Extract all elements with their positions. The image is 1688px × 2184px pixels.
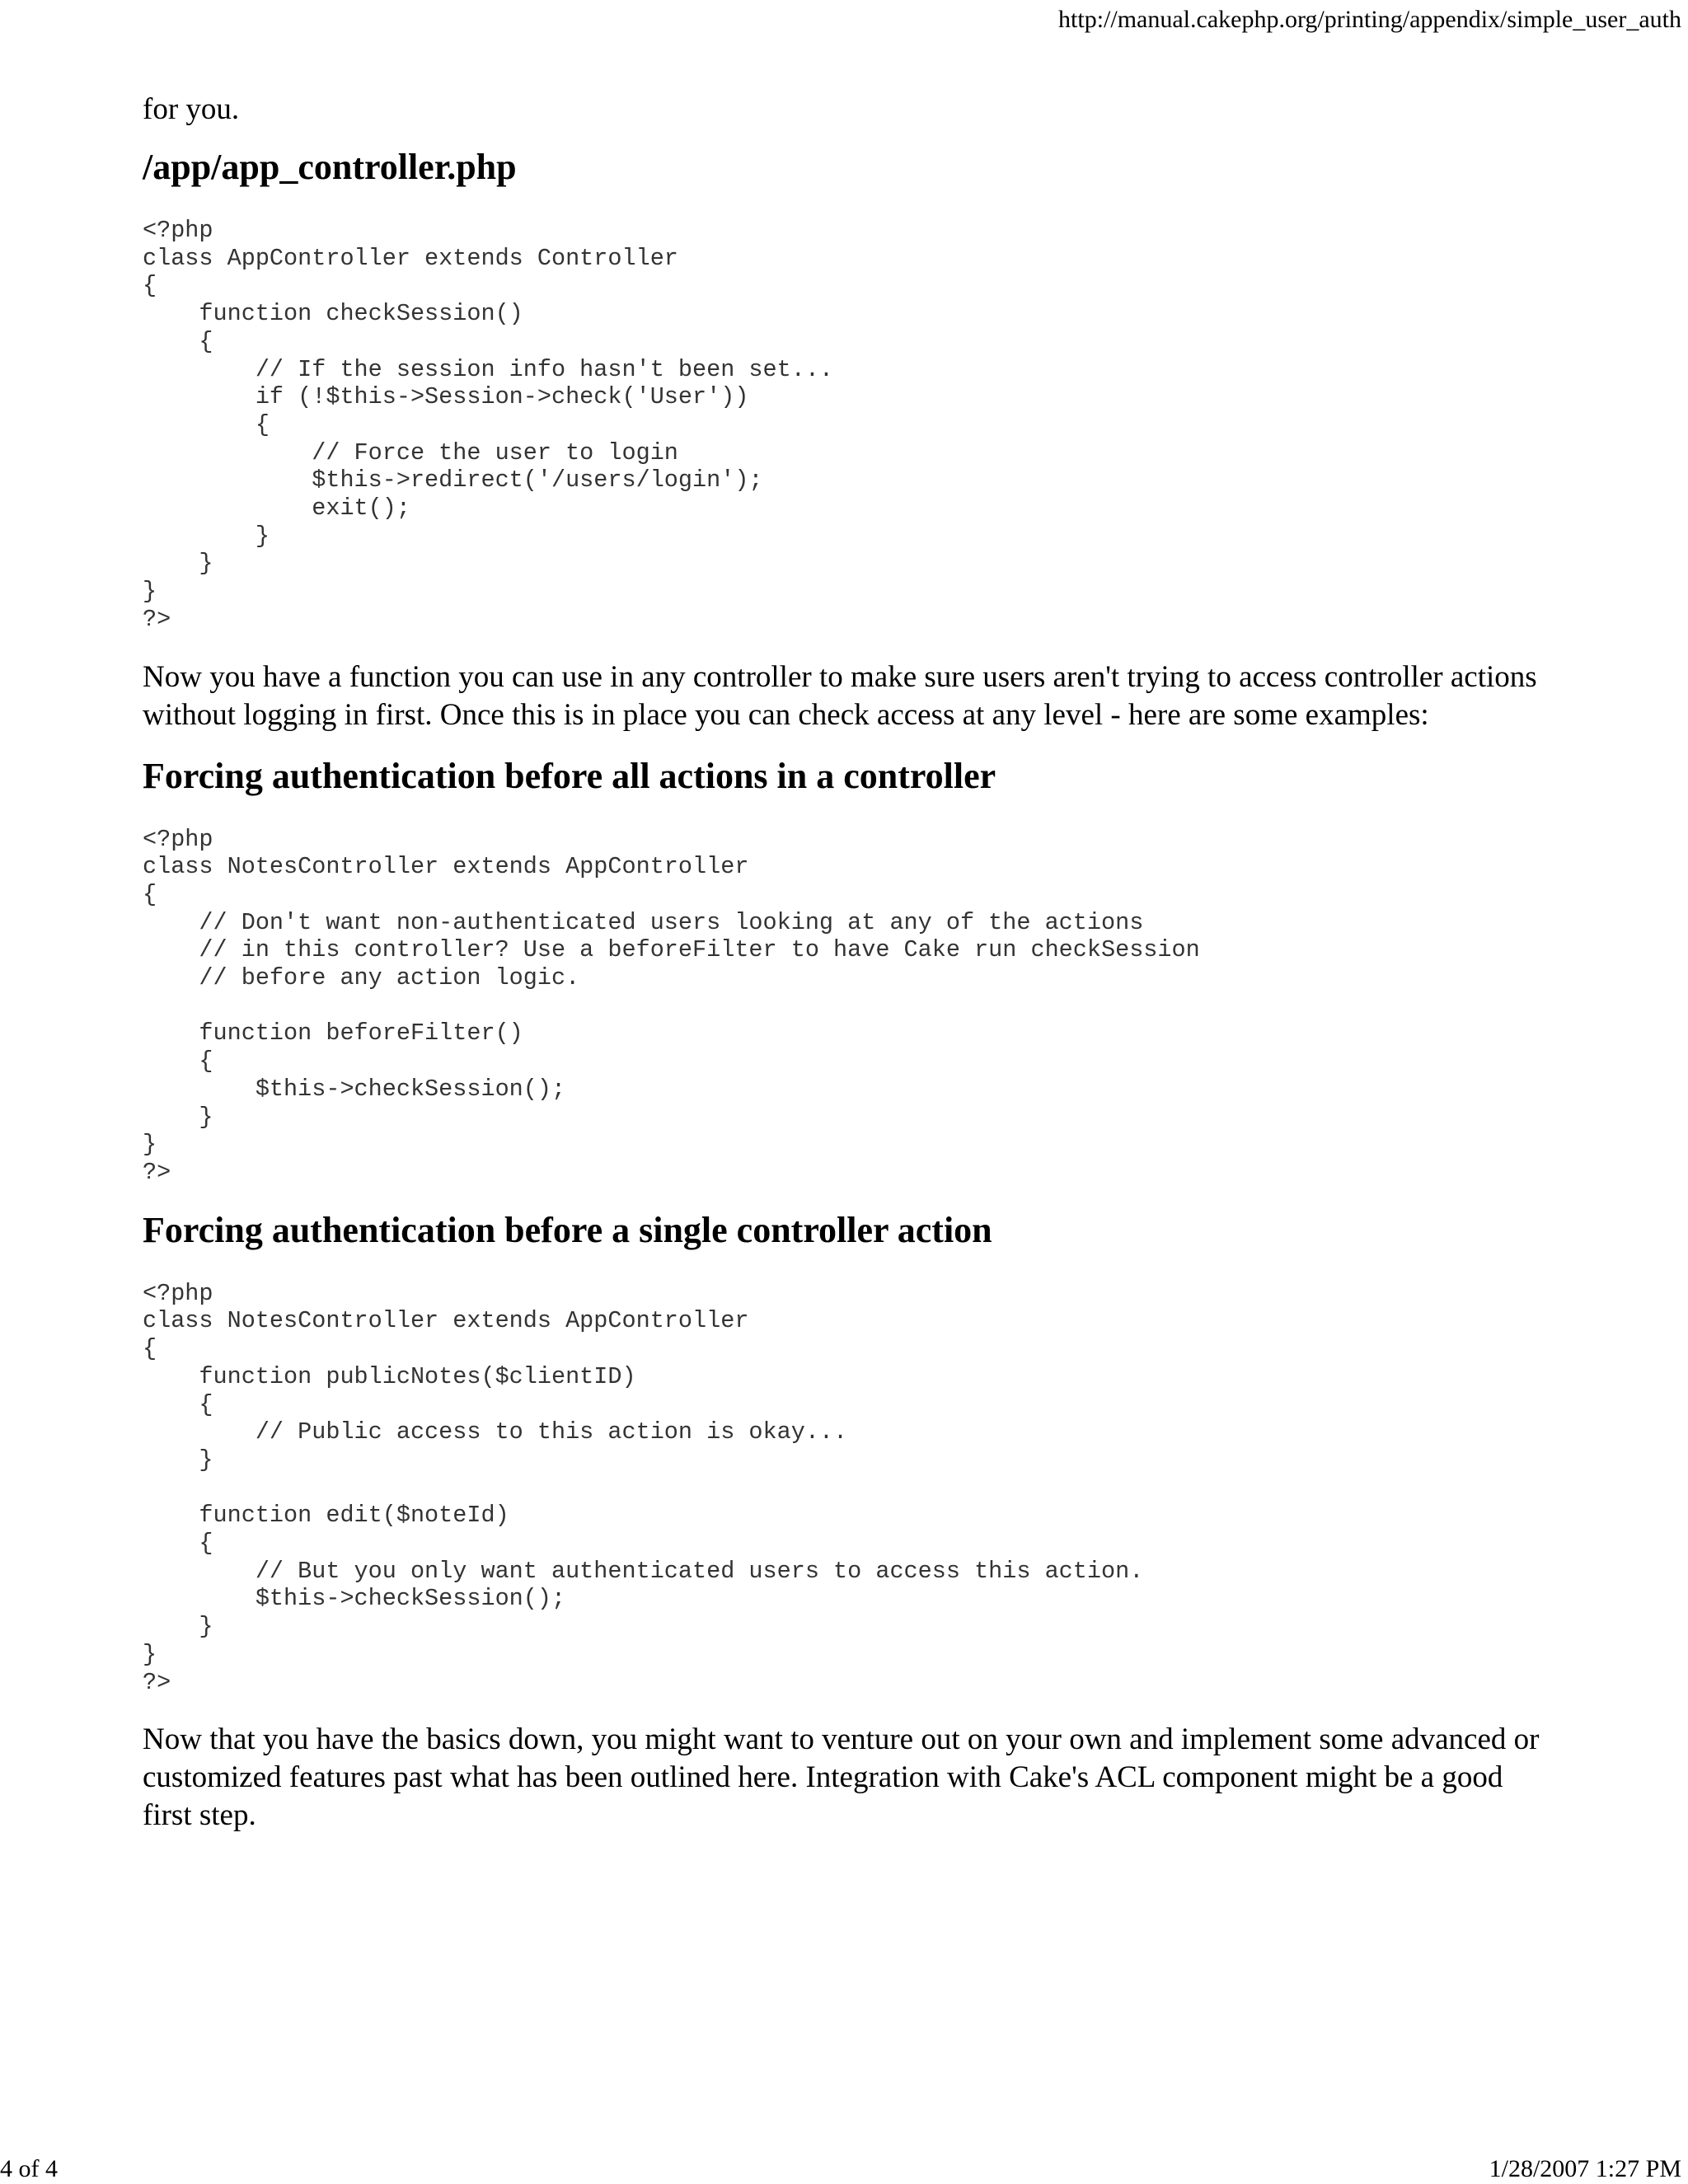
print-datetime-footer: 1/28/2007 1:27 PM	[1489, 2155, 1681, 2182]
code-block-single-action: <?php class NotesController extends AppController { function publicNotes($clientID) { // Public access to this action is okay... } function edit($noteId) { // But you only want authenticated users to access this action. $this->checkSession(); } } ?>	[143, 1279, 1144, 1696]
code-block-app-controller: <?php class AppController extends Controller { function checkSession() { // If the session info hasn't been set... if (!$this->Session->check('User')) { // Force the user to login $this->redirect('/users/login'); exit(); } } } ?>	[143, 217, 834, 633]
intro-fragment: for you.	[143, 92, 240, 126]
closing-paragraph: Now that you have the basics down, you might want to venture out on your own and implement some advanced or customized features past what has been outlined here. Integration with Cake's ACL component might be a good first step.	[143, 1722, 1540, 1833]
section-heading-app-controller: /app/app_controller.php	[143, 147, 517, 187]
page-number-footer: 4 of 4	[0, 2155, 58, 2182]
paragraph-check-session: Now you have a function you can use in any controller to make sure users aren't trying to access controller actions without logging in first. Once this is in place you can check access at any level - here are some examples:	[143, 659, 1537, 732]
page-url-header: http://manual.cakephp.org/printing/appendix/simple_user_auth	[1058, 6, 1681, 33]
code-block-before-filter: <?php class NotesController extends AppController { // Don't want non-authenticated users looking at any of the actions // in this controller? Use a beforeFilter to have Cake run checkSession // before any action logic. function beforeFilter() { $this->checkSession(); } } ?>	[143, 825, 1200, 1186]
section-heading-single-action: Forcing authentication before a single controller action	[143, 1209, 992, 1250]
document-body	[143, 91, 1544, 1835]
section-heading-all-actions: Forcing authentication before all actions in a controller	[143, 755, 996, 796]
